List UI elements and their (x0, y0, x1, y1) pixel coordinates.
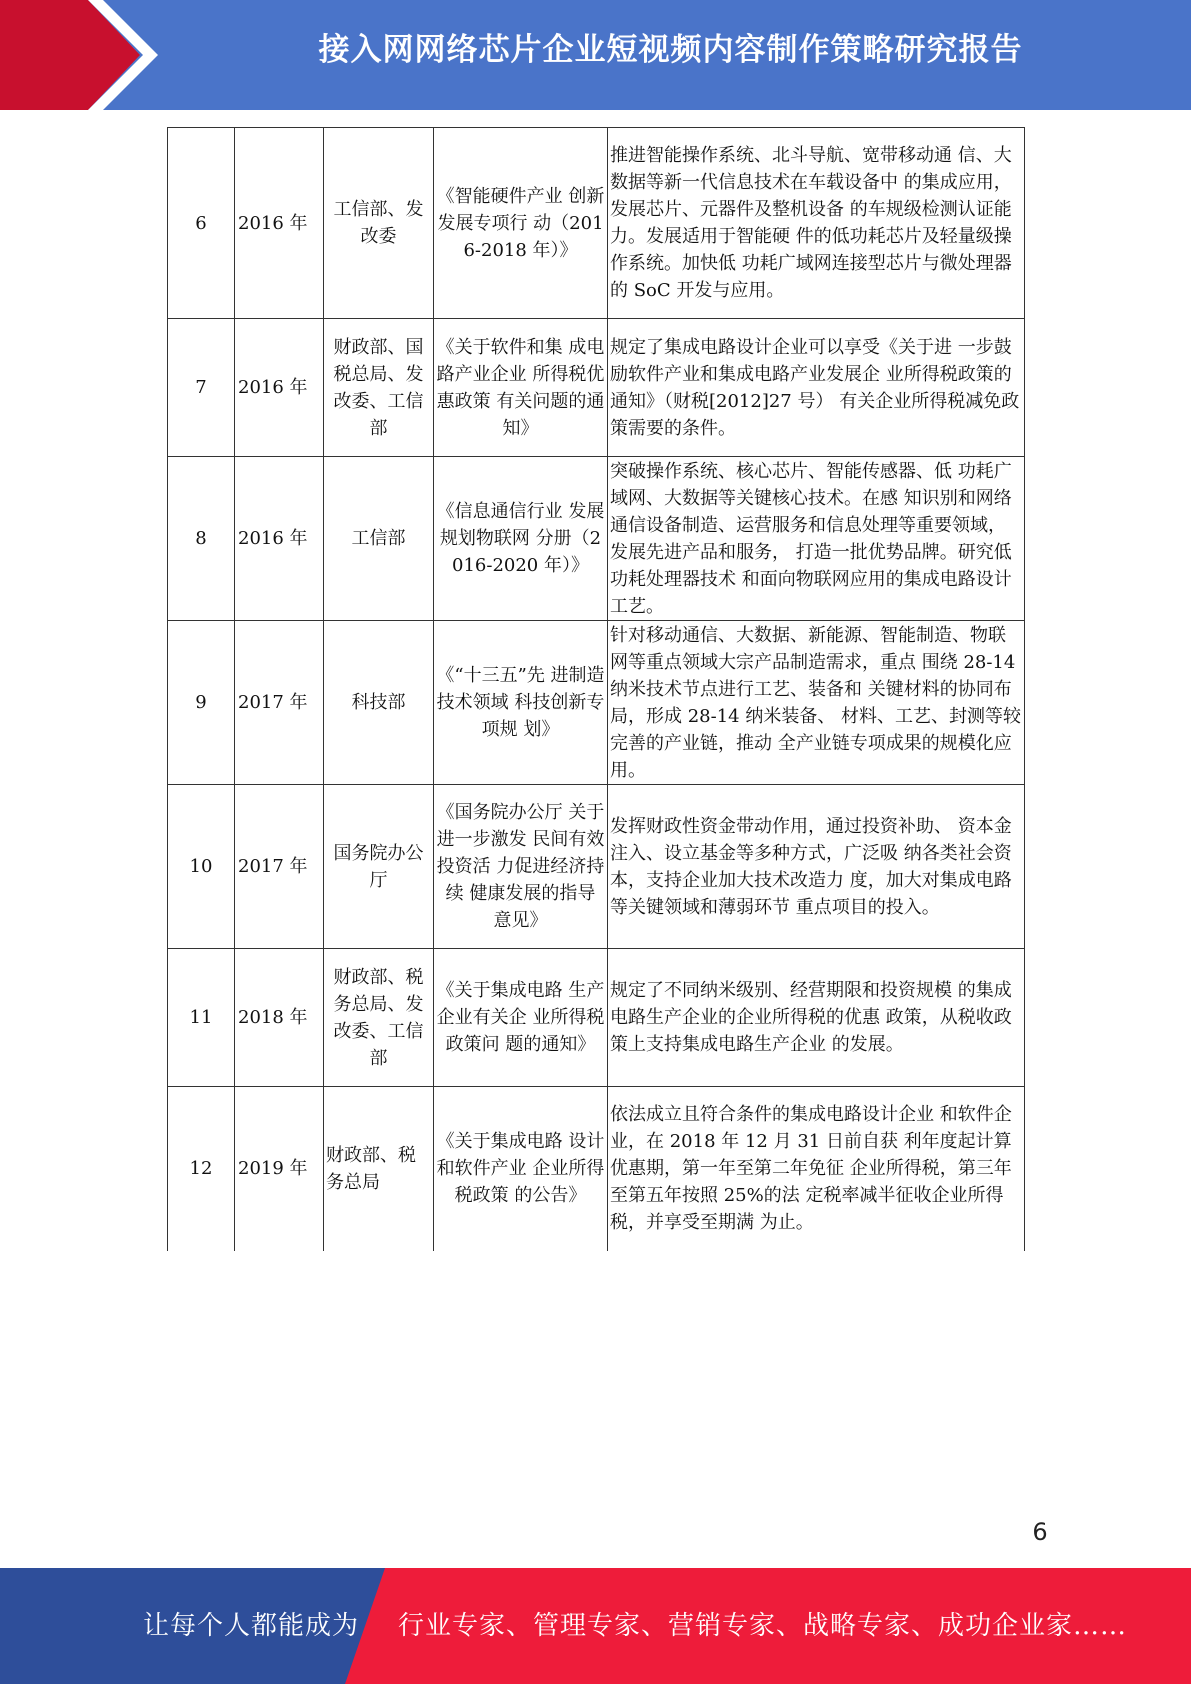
table-row (168, 1087, 1025, 1251)
row-content: 针对移动通信、大数据、新能源、智能制造、物联网等重点领域大宗产品制造需求，重点 围绕 28-14 纳米技术节点进行工艺、装备和 关键材料的协同布局，形成 28-14 纳米装备、 材料、工艺、封测等较完善的产业链，推动 全产业链专项成果的规模化应用。 (608, 621, 1025, 785)
row-department: 科技部 (324, 621, 434, 785)
footer-slogan-left: 让每个人都能成为 (143, 1611, 360, 1641)
row-number: 6 (168, 128, 235, 319)
row-year: 2019 年 (235, 1087, 324, 1251)
row-year: 2016 年 (235, 319, 324, 457)
page-footer (0, 1568, 1191, 1684)
row-number: 11 (168, 949, 235, 1087)
row-department: 财政部、国税总局、发改委、工信部 (324, 319, 434, 457)
row-department: 工信部 (324, 457, 434, 621)
footer-slogan-right: 行业专家、管理专家、营销专家、战略专家、成功企业家…… (398, 1611, 1128, 1641)
policy-table (167, 127, 1025, 1251)
row-document: 《智能硬件产业 创新发展专项行 动（2016-2018 年）》 (434, 128, 608, 319)
table-row (168, 785, 1025, 949)
row-number: 10 (168, 785, 235, 949)
row-content: 依法成立且符合条件的集成电路设计企业 和软件企业，在 2018 年 12 月 31 日前自获 利年度起计算优惠期，第一年至第二年免征 企业所得税，第三年至第五年按照 25%的法 定税率减半征收企业所得税，并享受至期满 为止。 (608, 1087, 1025, 1251)
row-department: 国务院办公厅 (324, 785, 434, 949)
row-year: 2016 年 (235, 128, 324, 319)
row-number: 8 (168, 457, 235, 621)
table-row (168, 949, 1025, 1087)
row-document: 《信息通信行业 发展规划物联网 分册（2016-2020 年）》 (434, 457, 608, 621)
row-year: 2017 年 (235, 785, 324, 949)
row-year: 2018 年 (235, 949, 324, 1087)
row-document: 《国务院办公厅 关于进一步激发 民间有效投资活 力促进经济持续 健康发展的指导 意见》 (434, 785, 608, 949)
row-department: 财政部、税务总局 (324, 1087, 434, 1251)
row-document: 《关于软件和集 成电路产业企业 所得税优惠政策 有关问题的通 知》 (434, 319, 608, 457)
row-content: 规定了集成电路设计企业可以享受《关于进 一步鼓励软件产业和集成电路产业发展企 业所得税政策的通知》（财税[2012]27 号） 有关企业所得税减免政策需要的条件。 (608, 319, 1025, 457)
table-row (168, 621, 1025, 785)
row-document: 《“十三五”先 进制造技术领域 科技创新专项规 划》 (434, 621, 608, 785)
row-department: 工信部、发改委 (324, 128, 434, 319)
page-number: 6 (1032, 1518, 1048, 1546)
row-number: 7 (168, 319, 235, 457)
row-content: 突破操作系统、核心芯片、智能传感器、低 功耗广域网、大数据等关键核心技术。在感 知识别和网络通信设备制造、运营服务和信息处理等重要领域，发展先进产品和服务， 打造一批优势品牌。研究低功耗处理器技术 和面向物联网应用的集成电路设计工艺。 (608, 457, 1025, 621)
row-year: 2016 年 (235, 457, 324, 621)
row-content: 发挥财政性资金带动作用，通过投资补助、 资本金注入、设立基金等多种方式，广泛吸 纳各类社会资本，支持企业加大技术改造力 度，加大对集成电路等关键领域和薄弱环节 重点项目的投入。 (608, 785, 1025, 949)
report-title: 接入网网络芯片企业短视频内容制作策略研究报告 (318, 32, 1023, 68)
row-content: 推进智能操作系统、北斗导航、宽带移动通 信、大数据等新一代信息技术在车载设备中 的集成应用，发展芯片、元器件及整机设备 的车规级检测认证能力。发展适用于智能硬 件的低功耗芯片及轻量级操作系统。加快低 功耗广域网连接型芯片与微处理器的 SoC 开发与应用。 (608, 128, 1025, 319)
row-content: 规定了不同纳米级别、经营期限和投资规模 的集成电路生产企业的企业所得税的优惠 政策，从税收政策上支持集成电路生产企业 的发展。 (608, 949, 1025, 1087)
row-year: 2017 年 (235, 621, 324, 785)
table-row (168, 128, 1025, 319)
row-document: 《关于集成电路 生产企业有关企 业所得税政策问 题的通知》 (434, 949, 608, 1087)
table-row (168, 457, 1025, 621)
row-number: 12 (168, 1087, 235, 1251)
row-number: 9 (168, 621, 235, 785)
page-header (0, 0, 1191, 110)
table-row (168, 319, 1025, 457)
row-document: 《关于集成电路 设计和软件产业 企业所得税政策 的公告》 (434, 1087, 608, 1251)
row-department: 财政部、税务总局、发改委、工信部 (324, 949, 434, 1087)
